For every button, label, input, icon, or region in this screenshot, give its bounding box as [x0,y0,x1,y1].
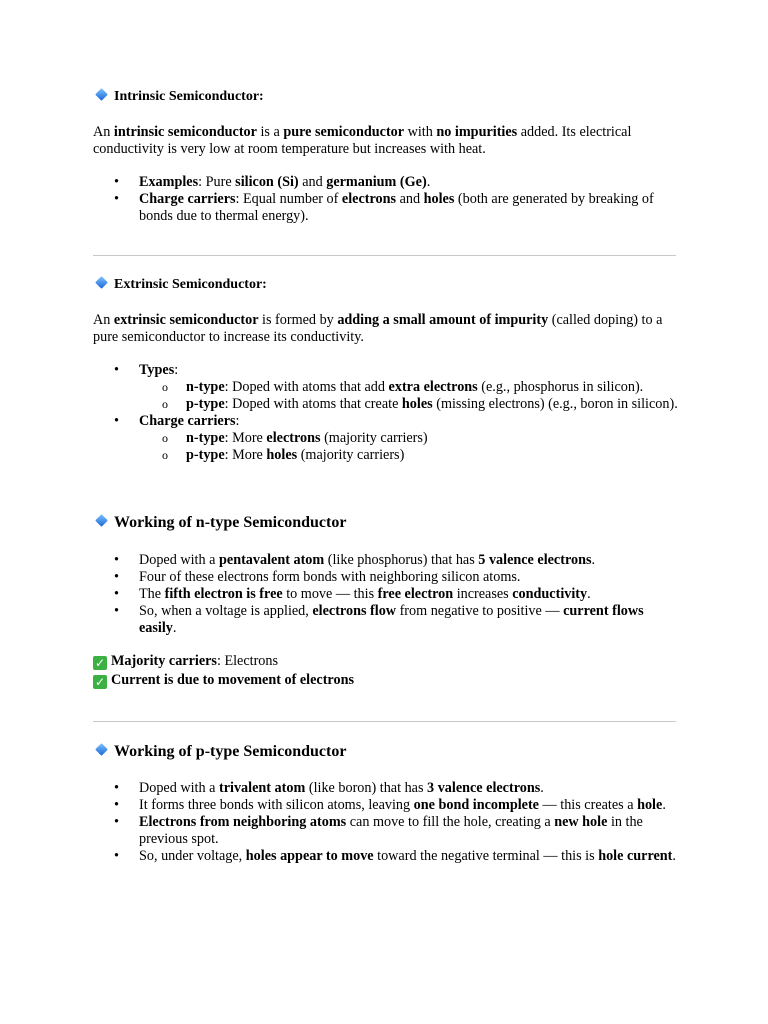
text-span: : Doped with atoms that create [224,396,402,412]
text-span: is formed by [258,312,338,328]
list-item [93,603,678,637]
text-span: So, under voltage, [139,848,246,864]
text-span: The [139,586,165,602]
text-span: toward the negative terminal — this is [373,848,599,864]
bold-text: Examples [139,174,199,190]
sub-list-item [93,430,678,447]
bold-text: n-type [186,379,225,395]
text-span: An [93,124,114,140]
text-span: (called doping) to a pure semiconductor to increase its conductivity. [93,312,663,345]
heading-text: Working of n-type Semiconductor [114,514,347,531]
list-item [93,848,678,865]
text-span: : [174,362,179,378]
check-mark-icon: ✓ [94,656,106,670]
text-span: Four of these electrons form bonds with neighboring silicon atoms. [139,569,521,585]
bold-text: Electrons from neighboring atoms [139,814,347,830]
blue-diamond-icon [95,276,108,289]
list-item [93,413,678,464]
text-span: (both are generated by breaking of bonds due to thermal energy). [139,191,654,224]
bold-text: new hole [554,814,608,830]
bold-text: silicon (Si) [235,174,299,190]
bold-text: current flows easily [139,603,644,636]
list-item [93,586,678,603]
heading-text: Working of p-type Semiconductor [114,743,347,760]
sub-list-item [93,447,678,464]
heading-p-type [93,743,678,760]
text-span: (like boron) that has [305,780,428,796]
text-span: and [298,174,327,190]
text-span: with [404,124,437,140]
bold-text: p-type [186,447,225,463]
bold-text: electrons [266,430,321,446]
text-span: . [591,552,596,568]
bold-text: one bond incomplete [413,797,539,813]
bold-text: p-type [186,396,225,412]
text-span: . [672,848,676,864]
list-item [93,174,678,191]
text-span: . [426,174,431,190]
list-item [93,191,678,225]
text-span: : [235,413,240,429]
heading-intrinsic [93,88,678,105]
bold-text: no impurities [436,124,518,140]
check-mark-icon: ✓ [94,675,106,689]
bold-text: pentavalent atom [219,552,325,568]
text-span: added. Its electrical conductivity is very low at room temperature but increases with heat. [93,124,632,157]
bold-text: Types [139,362,175,378]
bold-text: electrons [341,191,397,207]
check-line-majority [93,653,678,670]
text-span: can move to fill the hole, creating a [346,814,555,830]
list-item [93,362,678,413]
bold-text: 5 valence electrons [478,552,592,568]
check-line-current [93,672,678,689]
bold-text: holes [423,191,455,207]
bold-text: pure semiconductor [283,124,405,140]
list-p-type [93,780,678,865]
bold-text: conductivity [512,586,588,602]
text-span: . [662,797,666,813]
blue-diamond-icon [95,514,108,527]
heading-n-type [93,514,678,531]
text-span: — this creates a [538,797,638,813]
bold-text: adding a small amount of impurity [337,312,549,328]
text-span: . [540,780,544,796]
text-span: Doped with a [139,552,219,568]
sub-list-item [93,379,678,396]
text-span: from negative to positive — [396,603,564,619]
text-span: (missing electrons) (e.g., boron in silicon). [432,396,678,412]
bold-text: n-type [186,430,225,446]
text-span: : Doped with atoms that add [224,379,389,395]
list-item [93,569,678,586]
bold-text: fifth electron is free [164,586,283,602]
text-span: Doped with a [139,780,219,796]
bold-text: extrinsic semiconductor [113,312,259,328]
text-span: (like phosphorus) that has [324,552,479,568]
bold-text: holes [266,447,298,463]
list-n-type [93,552,678,637]
text-span: : Pure [198,174,236,190]
text-span: It forms three bonds with silicon atoms, leaving [139,797,414,813]
text-span: . [172,620,177,636]
bold-text: hole current [598,848,673,864]
sub-list-item [93,396,678,413]
list-extrinsic [93,362,678,464]
paragraph-intrinsic [93,124,678,158]
text-span: and [396,191,424,207]
text-span: . [587,586,591,602]
list-item [93,780,678,797]
bold-text: extra electrons [388,379,478,395]
divider [93,255,676,256]
bold-text: intrinsic semiconductor [113,124,257,140]
list-intrinsic [93,174,678,225]
text-span: (majority carriers) [297,447,405,463]
text-span: increases [453,586,513,602]
bold-text: trivalent atom [219,780,306,796]
text-span: An [93,312,114,328]
list-item [93,797,678,814]
bold-text: free electron [377,586,454,602]
text-span: is a [256,124,284,140]
text-span: (e.g., phosphorus in silicon). [477,379,644,395]
heading-text: Intrinsic Semiconductor: [114,89,264,104]
text-span: to move — this [282,586,378,602]
bold-text: electrons flow [312,603,397,619]
bold-text: germanium (Ge) [326,174,427,190]
blue-diamond-icon [95,743,108,756]
bold-text: Charge carriers [139,191,236,207]
bold-text: hole [637,797,663,813]
list-item [93,814,678,848]
bold-text: Majority carriers [111,653,217,669]
text-span: in the previous spot. [139,814,643,847]
heading-text: Extrinsic Semiconductor: [114,277,267,292]
bold-text: 3 valence electrons [427,780,541,796]
text-span: : Equal number of [235,191,342,207]
text-span: : Electrons [216,653,279,669]
bold-text: holes [401,396,433,412]
text-span: : More [224,447,267,463]
bold-text: Current is due to movement of electrons [111,672,354,688]
list-item [93,552,678,569]
divider [93,721,676,722]
text-span: : More [224,430,267,446]
text-span: (majority carriers) [320,430,428,446]
bold-text: holes appear to move [245,848,374,864]
text-span: So, when a voltage is applied, [139,603,313,619]
blue-diamond-icon [95,88,108,101]
paragraph-extrinsic [93,312,678,346]
bold-text: Charge carriers [139,413,236,429]
heading-extrinsic [93,276,678,293]
